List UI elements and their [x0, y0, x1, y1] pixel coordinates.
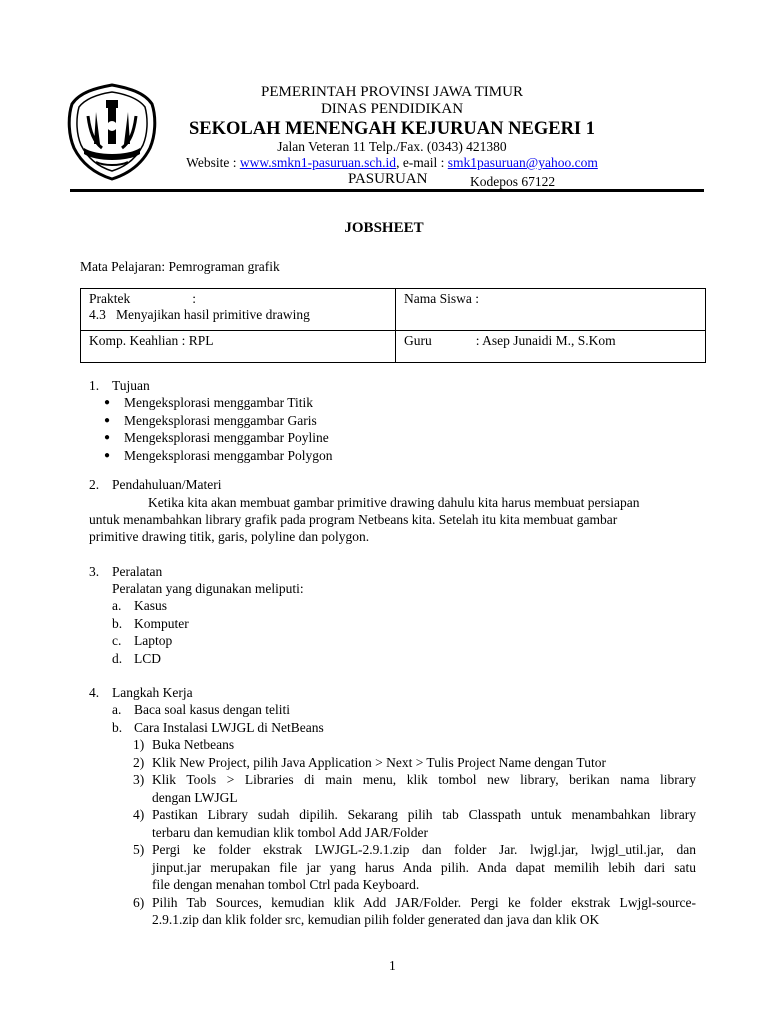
website-link[interactable]: www.smkn1-pasuruan.sch.id: [239, 155, 397, 170]
section1-num: 1.: [89, 378, 100, 393]
section4-b-mark: b.: [112, 720, 123, 735]
section1-item: Mengeksplorasi menggambar Poyline: [124, 430, 329, 445]
step-line: Pergi ke folder ekstrak LWJGL-2.9.1.zip dan folder Jar. lwjgl.jar, lwjgl_util.jar, dan: [152, 842, 696, 857]
step-line: Pilih Tab Sources, kemudian klik Add JAR/Folder. Pergi ke folder ekstrak Lwjgl-source-: [152, 894, 696, 910]
section3-item: Kasus: [134, 598, 167, 613]
bullet-icon: ●: [104, 449, 111, 461]
step-line: 2.9.1.zip dan klik folder src, kemudian pilih folder generated dan java dan klik OK: [152, 912, 600, 927]
email-prefix: , e-mail :: [396, 155, 448, 170]
praktek-number: 4.3: [89, 307, 106, 322]
step-line: Klik Tools > Libraries di main menu, klik tombol new library, berikan nama library: [152, 772, 696, 787]
guru-label: Guru: [404, 333, 432, 348]
website-prefix: Website :: [186, 155, 240, 170]
section4-b-text: Cara Instalasi LWJGL di NetBeans: [134, 720, 324, 735]
section3-item: Laptop: [134, 633, 173, 648]
step-mark: 1): [133, 737, 145, 752]
komp-cell: [81, 331, 396, 363]
komp-label: Komp. Keahlian : RPL: [89, 333, 214, 348]
section2-title: Pendahuluan/Materi: [112, 477, 222, 492]
section4-a-text: Baca soal kasus dengan teliti: [134, 702, 290, 717]
praktek-value: Menyajikan hasil primitive drawing: [116, 307, 310, 322]
bullet-icon: ●: [104, 432, 111, 443]
email-link[interactable]: smk1pasuruan@yahoo.com: [447, 155, 598, 170]
section3-item-mark: b.: [112, 615, 123, 631]
section2-num: 2.: [89, 477, 100, 492]
step-line: file dengan menahan tombol Ctrl pada Keyboard.: [152, 877, 420, 892]
section3-intro: Peralatan yang digunakan meliputi:: [112, 581, 304, 596]
step-line: Buka Netbeans: [152, 737, 235, 752]
section1-item: Mengeksplorasi menggambar Garis: [124, 412, 317, 428]
section4-a-mark: a.: [112, 702, 122, 717]
step-line: Pastikan Library sudah dipilih. Sekarang pilih tab Classpath untuk menambahkan library: [152, 807, 696, 822]
section3-num: 3.: [89, 564, 100, 579]
section3-item-mark: d.: [112, 650, 123, 666]
section4-title: Langkah Kerja: [112, 685, 193, 700]
step-mark: 6): [133, 894, 145, 910]
subject-line: Mata Pelajaran: Pemrograman grafik: [80, 259, 280, 274]
step-mark: 5): [133, 842, 145, 857]
info-table: [80, 288, 706, 363]
praktek-cell: [81, 289, 396, 331]
guru-value: : Asep Junaidi M., S.Kom: [475, 333, 616, 348]
section2-line1: Ketika kita akan membuat gambar primitive drawing dahulu kita harus membuat persiapan: [148, 495, 640, 510]
header-divider: [70, 189, 704, 192]
praktek-colon: :: [192, 291, 197, 306]
step-mark: 2): [133, 754, 145, 770]
section2-line3: primitive drawing titik, garis, polyline dan polygon.: [89, 529, 370, 544]
guru-cell: [396, 331, 706, 363]
section1-title: Tujuan: [112, 378, 150, 393]
nama-siswa-cell: [396, 289, 706, 331]
nama-siswa-label: Nama Siswa :: [404, 291, 479, 306]
section3-item: Komputer: [134, 615, 189, 631]
step-line: jinput.jar merupakan file jar yang harus Anda pilih. Anda dapat memilih lebih dari satu: [152, 859, 696, 875]
school-address: Jalan Veteran 11 Telp./Fax. (0343) 421380: [277, 139, 507, 154]
header-line1: PEMERINTAH PROVINSI JAWA TIMUR: [261, 84, 523, 100]
header-city: PASURUAN: [348, 171, 428, 187]
section3-item: LCD: [134, 650, 161, 666]
page-title: JOBSHEET: [344, 220, 424, 236]
step-line: dengan LWJGL: [152, 789, 238, 805]
section3-item-mark: c.: [112, 633, 122, 648]
bullet-icon: ●: [104, 414, 111, 426]
page-number: 1: [389, 958, 396, 973]
school-name: SEKOLAH MENENGAH KEJURUAN NEGERI 1: [188, 119, 595, 139]
praktek-label: Praktek: [89, 291, 131, 306]
bullet-icon: ●: [104, 397, 111, 408]
section3-title: Peralatan: [112, 564, 163, 579]
contact-line: [0, 154, 768, 172]
section2-line2: untuk menambahkan library grafik pada program Netbeans kita. Setelah itu kita membuat gambar: [89, 512, 618, 527]
step-line: terbaru dan kemudian klik tombol Add JAR/Folder: [152, 824, 428, 840]
section1-item: Mengeksplorasi menggambar Titik: [124, 395, 313, 410]
section3-item-mark: a.: [112, 598, 122, 613]
section1-item: Mengeksplorasi menggambar Polygon: [124, 447, 333, 463]
header-line2: DINAS PENDIDIKAN: [320, 101, 464, 117]
header-postal: Kodepos 67122: [470, 174, 556, 189]
step-mark: 3): [133, 772, 145, 787]
section4-num: 4.: [89, 685, 100, 700]
step-line: Klik New Project, pilih Java Application > Next > Tulis Project Name dengan Tutor: [152, 754, 606, 770]
step-mark: 4): [133, 807, 145, 822]
